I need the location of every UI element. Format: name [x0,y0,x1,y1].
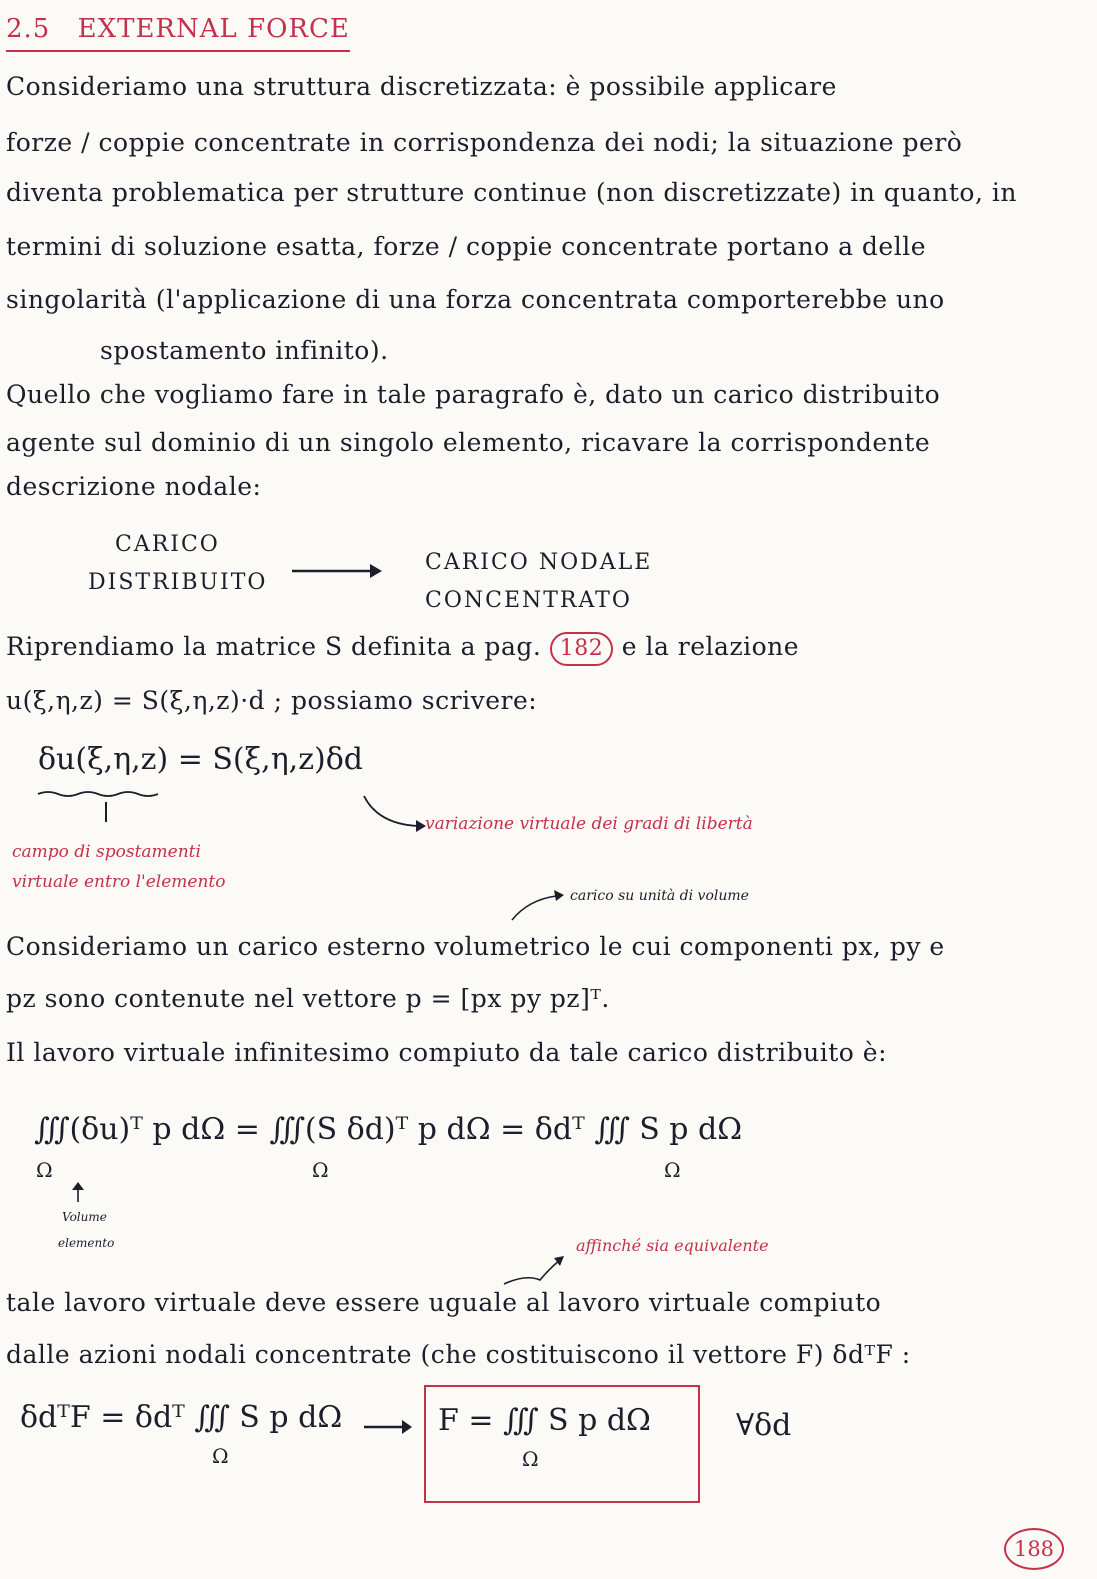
note-field-line1: campo di spostamenti [12,842,201,862]
note-load-unit: carico su unità di volume [570,888,749,904]
page-reference: 182 [550,632,614,666]
text-line: Quello che vogliamo fare in tale paragrafo è, dato un carico distribuito [6,380,941,409]
text-line: forze / coppie concentrate in corrispondenza dei nodi; la situazione però [6,128,963,157]
text-line: descrizione nodale: [6,472,262,501]
text-line: dalle azioni nodali concentrate (che costituiscono il vettore F) δdᵀF : [6,1340,911,1369]
diagram-left-line2: DISTRIBUITO [88,570,268,595]
diagram-left-line1: CARICO [115,532,220,557]
note-virtual-dof: variazione virtuale dei gradi di libertà [425,814,753,834]
note-volume-line2: elemento [58,1236,115,1250]
equation-virtual-displacement: δu(ξ,η,z) = S(ξ,η,z)δd [38,742,363,777]
section-title: EXTERNAL FORCE [77,14,350,44]
page-number: 188 [1004,1528,1064,1570]
text-line: Consideriamo un carico esterno volumetrico le cui componenti px, py e [6,932,945,961]
text-line [6,632,799,666]
text-span: e la relazione [621,632,800,661]
underline-arrow-icon [36,788,176,828]
equation-work-equivalence: δdᵀF = δdᵀ ∭ S p dΩ [20,1400,343,1435]
result-box [424,1385,700,1503]
section-heading [6,14,350,52]
equation-virtual-work: ∭(δu)ᵀ p dΩ = ∭(S δd)ᵀ p dΩ = δdᵀ ∭ S p dΩ [34,1112,743,1147]
note-field-line2: virtuale entro l'elemento [12,872,226,892]
text-line: Il lavoro virtuale infinitesimo compiuto da tale carico distribuito è: [6,1038,887,1067]
note-volume-line1: Volume [62,1210,107,1224]
domain-label: Ω [664,1158,681,1182]
domain-label: Ω [312,1158,329,1182]
text-line: pz sono contenute nel vettore p = [px py pz]ᵀ. [6,984,610,1013]
arrow-right-icon [362,1416,414,1438]
text-line: spostamento infinito). [100,336,389,365]
text-line: diventa problematica per strutture continue (non discretizzate) in quanto, in [6,178,1017,207]
text-span: Riprendiamo la matrice S definita a pag. [6,632,542,661]
section-number: 2.5 [6,14,51,44]
arrow-icon [360,790,430,835]
note-equivalent: affinché sia equivalente [576,1236,769,1255]
arrow-up-icon [68,1182,88,1204]
text-line: agente sul dominio di un singolo elemento, ricavare la corrispondente [6,428,931,457]
diagram-right-line2: CONCENTRATO [425,588,632,613]
domain-label: Ω [36,1158,53,1182]
diagram-right-line1: CARICO NODALE [425,550,653,575]
text-line: singolarità (l'applicazione di una forza concentrata comporterebbe uno [6,285,945,314]
equation-nodal-force: F = ∭ S p dΩ [438,1403,651,1438]
text-line: u(ξ,η,z) = S(ξ,η,z)·d ; possiamo scrivere: [6,686,538,715]
equation-for-all: ∀δd [736,1408,792,1443]
arrow-right-icon [290,560,385,582]
arrow-icon [508,886,568,924]
text-line: Consideriamo una struttura discretizzata: è possibile applicare [6,72,837,101]
text-line: tale lavoro virtuale deve essere uguale al lavoro virtuale compiuto [6,1288,882,1317]
domain-label: Ω [212,1444,229,1468]
text-line: termini di soluzione esatta, forze / coppie concentrate portano a delle [6,232,927,261]
domain-label: Ω [522,1447,539,1471]
